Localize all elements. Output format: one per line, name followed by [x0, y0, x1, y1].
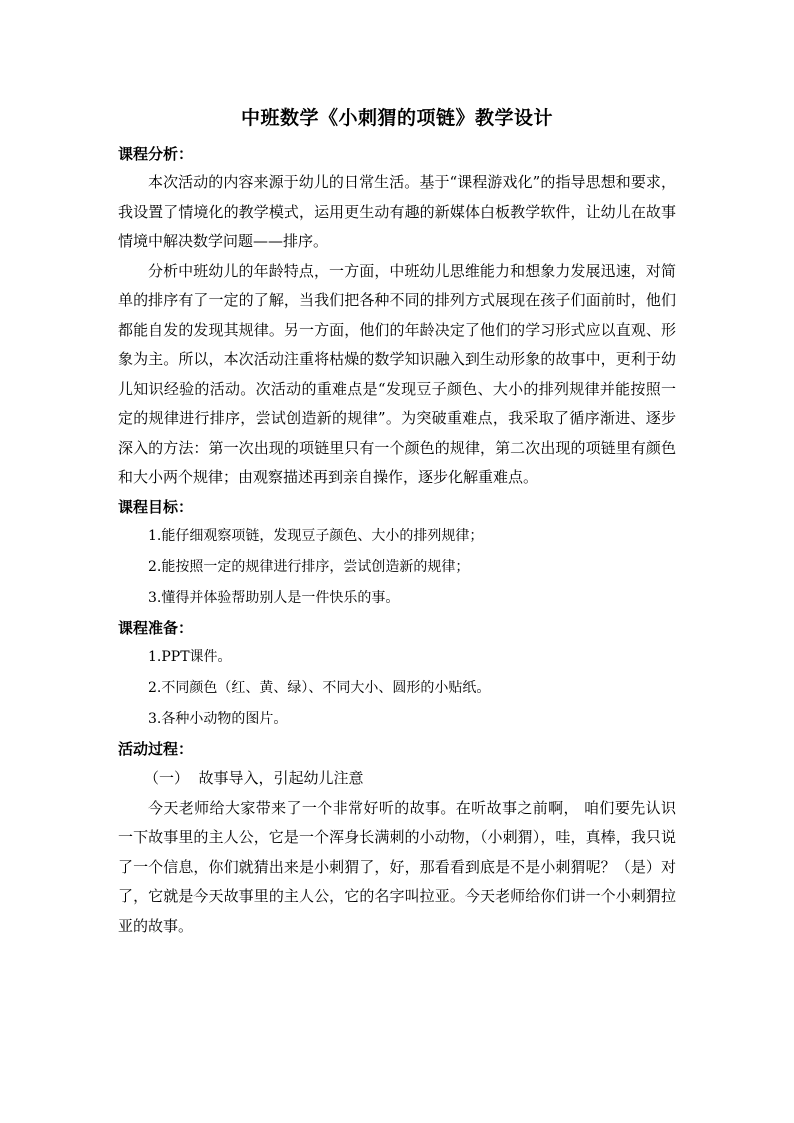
list-item: 1.能仔细观察项链，发现豆子颜色、大小的排列规律； — [148, 527, 484, 544]
section-heading-process: 活动过程： — [118, 739, 194, 758]
section-heading-preparation: 课程准备： — [118, 618, 194, 637]
list-item: 1.PPT课件。 — [148, 648, 232, 665]
process-step-1-heading: （一） 故事导入，引起幼儿注意 — [144, 768, 364, 787]
process-step-1-paragraph: 今天老师给大家带来了一个非常好听的故事。在听故事之前啊， 咱们要先认识一下故事里的主人公，它是一个浑身长满刺的小动物，（小刺猬），哇，真棒，我只说了一个信息，你们就猜出来是小刺猬了，好，那看看到底是不是小刺猬呢？（是）对了，它就是今天故事里的主人公，它的名字叫拉亚。今天老师给你们讲一个小刺猬拉亚的故事。 — [118, 798, 676, 935]
list-item: 2.不同颜色（红、黄、绿）、不同大小、圆形的小贴纸。 — [148, 679, 491, 696]
preparation-list — [118, 642, 676, 735]
list-item: 2.能按照一定的规律进行排序，尝试创造新的规律； — [148, 558, 470, 575]
list-item: 3.懂得并体验帮助别人是一件快乐的事。 — [148, 589, 400, 606]
document-title: 中班数学《小刺猬的项链》教学设计 — [240, 107, 553, 129]
list-item: 3.各种小动物的图片。 — [148, 710, 288, 727]
goals-list — [118, 521, 676, 614]
section-heading-analysis: 课程分析： — [118, 145, 194, 163]
section-heading-goals: 课程目标： — [118, 497, 194, 516]
analysis-paragraph-1: 本次活动的内容来源于幼儿的日常生活。基于“课程游戏化”的指导思想和要求，我设置了情境化的教学模式，运用更生动有趣的新媒体白板教学软件，让幼儿在故事情境中解决数学问题——排序。 — [118, 173, 676, 250]
analysis-paragraph-2: 分析中班幼儿的年龄特点，一方面，中班幼儿思维能力和想象力发展迅速，对简单的排序有了一定的了解，当我们把各种不同的排列方式展现在孩子们面前时，他们都能自发的发现其规律。另一方面，他们的年龄决定了他们的学习形式应以直观、形象为主。所以，本次活动注重将枯燥的数学知识融入到生动形象的故事中，更利于幼儿知识经验的活动。次活动的重难点是“发现豆子颜色、大小的排列规律并能按照一定的规律进行排序，尝试创造新的规律”。为突破重难点，我采取了循序渐进、逐步深入的方法：第一次出现的项链里只有一个颜色的规律，第二次出现的项链里有颜色和大小两个规律；由观察描述再到亲自操作，逐步化解重难点。 — [118, 261, 676, 486]
